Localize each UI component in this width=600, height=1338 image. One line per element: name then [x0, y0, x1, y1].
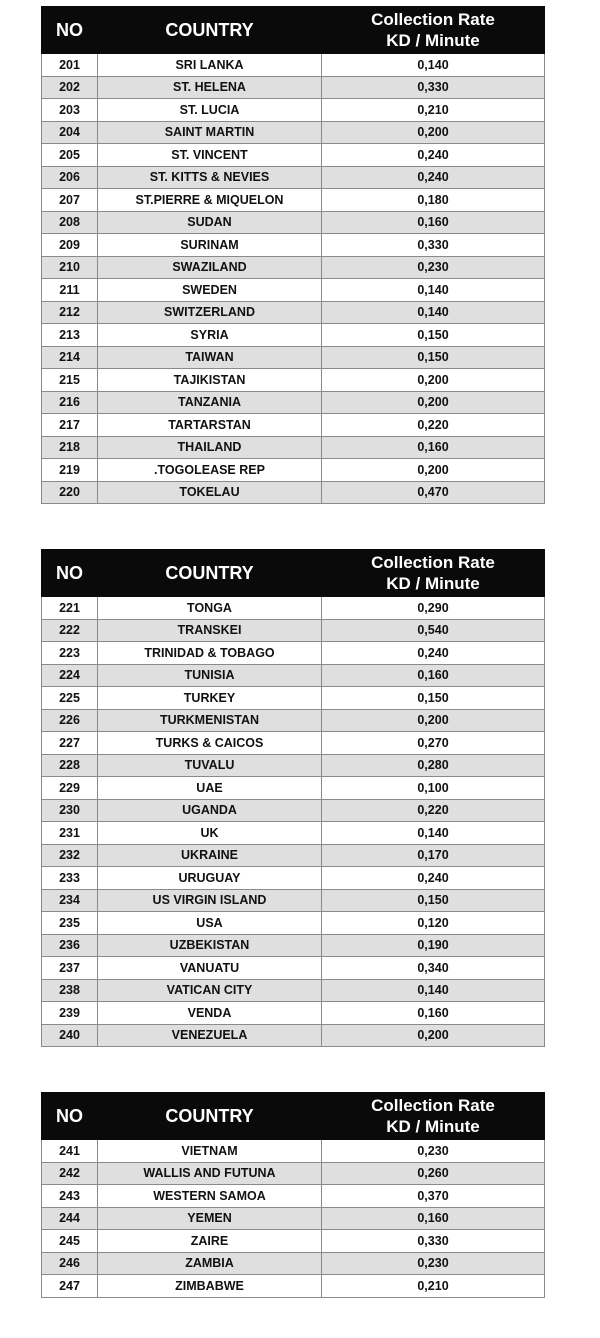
rate-cell: 0,270	[322, 732, 545, 755]
row-number-cell: 235	[42, 912, 98, 935]
row-number-cell: 240	[42, 1024, 98, 1047]
table-row	[42, 211, 545, 234]
country-cell: TANZANIA	[98, 391, 322, 414]
table-row	[42, 121, 545, 144]
table-row	[42, 822, 545, 845]
row-number-cell: 239	[42, 1002, 98, 1025]
country-cell: UKRAINE	[98, 844, 322, 867]
table-row	[42, 481, 545, 504]
rate-cell: 0,330	[322, 234, 545, 257]
country-cell: ST. HELENA	[98, 76, 322, 99]
table-row	[42, 934, 545, 957]
row-number-cell: 219	[42, 459, 98, 482]
table-row	[42, 346, 545, 369]
table-header-row	[42, 1093, 545, 1140]
country-cell: VATICAN CITY	[98, 979, 322, 1002]
table-row	[42, 166, 545, 189]
rate-cell: 0,140	[322, 54, 545, 77]
table-row	[42, 664, 545, 687]
row-number-cell: 229	[42, 777, 98, 800]
table-row	[42, 76, 545, 99]
no-header: NO	[42, 7, 98, 54]
country-cell: ST. LUCIA	[98, 99, 322, 122]
country-cell: ZAIRE	[98, 1230, 322, 1253]
row-number-cell: 212	[42, 301, 98, 324]
table-row	[42, 99, 545, 122]
country-cell: .TOGOLEASE REP	[98, 459, 322, 482]
row-number-cell: 230	[42, 799, 98, 822]
table-body	[42, 1140, 545, 1298]
country-cell: SWAZILAND	[98, 256, 322, 279]
table-body	[42, 597, 545, 1047]
row-number-cell: 246	[42, 1252, 98, 1275]
country-header: COUNTRY	[98, 550, 322, 597]
country-cell: SWEDEN	[98, 279, 322, 302]
row-number-cell: 242	[42, 1162, 98, 1185]
row-number-cell: 236	[42, 934, 98, 957]
rate-cell: 0,200	[322, 1024, 545, 1047]
country-cell: TUVALU	[98, 754, 322, 777]
table-row	[42, 912, 545, 935]
rate-cell: 0,160	[322, 1002, 545, 1025]
rate-header-line2: KD / Minute	[386, 1117, 480, 1136]
row-number-cell: 215	[42, 369, 98, 392]
table-row	[42, 1207, 545, 1230]
row-number-cell: 223	[42, 642, 98, 665]
table-row	[42, 619, 545, 642]
row-number-cell: 220	[42, 481, 98, 504]
rate-cell: 0,210	[322, 99, 545, 122]
country-cell: US VIRGIN ISLAND	[98, 889, 322, 912]
country-cell: WALLIS AND FUTUNA	[98, 1162, 322, 1185]
table-row	[42, 687, 545, 710]
rate-cell: 0,150	[322, 324, 545, 347]
rate-cell: 0,240	[322, 166, 545, 189]
country-cell: URUGUAY	[98, 867, 322, 890]
table-row	[42, 799, 545, 822]
table-row	[42, 867, 545, 890]
row-number-cell: 221	[42, 597, 98, 620]
table-row	[42, 957, 545, 980]
rate-header-line2: KD / Minute	[386, 31, 480, 50]
table-row	[42, 1275, 545, 1298]
rate-header-line1: Collection Rate	[371, 1096, 495, 1115]
country-cell: VIETNAM	[98, 1140, 322, 1163]
country-cell: THAILAND	[98, 436, 322, 459]
rate-cell: 0,370	[322, 1185, 545, 1208]
rate-cell: 0,220	[322, 414, 545, 437]
row-number-cell: 232	[42, 844, 98, 867]
row-number-cell: 224	[42, 664, 98, 687]
row-number-cell: 241	[42, 1140, 98, 1163]
rate-cell: 0,200	[322, 369, 545, 392]
country-header: COUNTRY	[98, 7, 322, 54]
table-row	[42, 369, 545, 392]
rate-header-line1: Collection Rate	[371, 10, 495, 29]
rate-cell: 0,100	[322, 777, 545, 800]
table-row	[42, 144, 545, 167]
row-number-cell: 247	[42, 1275, 98, 1298]
rate-cell: 0,470	[322, 481, 545, 504]
country-cell: TAJIKISTAN	[98, 369, 322, 392]
country-cell: VENDA	[98, 1002, 322, 1025]
row-number-cell: 237	[42, 957, 98, 980]
rate-cell: 0,230	[322, 256, 545, 279]
table-body	[42, 54, 545, 504]
rate-cell: 0,150	[322, 346, 545, 369]
table-row	[42, 54, 545, 77]
row-number-cell: 204	[42, 121, 98, 144]
rate-cell: 0,340	[322, 957, 545, 980]
row-number-cell: 201	[42, 54, 98, 77]
table-row	[42, 1252, 545, 1275]
rate-cell: 0,170	[322, 844, 545, 867]
row-number-cell: 210	[42, 256, 98, 279]
country-cell: ST. VINCENT	[98, 144, 322, 167]
rate-header-line2: KD / Minute	[386, 574, 480, 593]
row-number-cell: 244	[42, 1207, 98, 1230]
table-row	[42, 709, 545, 732]
row-number-cell: 205	[42, 144, 98, 167]
rate-cell: 0,210	[322, 1275, 545, 1298]
country-cell: YEMEN	[98, 1207, 322, 1230]
country-cell: UAE	[98, 777, 322, 800]
table-row	[42, 1024, 545, 1047]
rate-cell: 0,190	[322, 934, 545, 957]
country-cell: TRINIDAD & TOBAGO	[98, 642, 322, 665]
table-row	[42, 324, 545, 347]
country-cell: ST. KITTS & NEVIES	[98, 166, 322, 189]
rate-cell: 0,240	[322, 642, 545, 665]
country-cell: UGANDA	[98, 799, 322, 822]
rate-cell: 0,140	[322, 822, 545, 845]
rate-cell: 0,150	[322, 687, 545, 710]
country-cell: USA	[98, 912, 322, 935]
rate-cell: 0,330	[322, 1230, 545, 1253]
rate-cell: 0,230	[322, 1140, 545, 1163]
country-cell: WESTERN SAMOA	[98, 1185, 322, 1208]
table-row	[42, 732, 545, 755]
table-row	[42, 777, 545, 800]
rate-cell: 0,150	[322, 889, 545, 912]
row-number-cell: 227	[42, 732, 98, 755]
row-number-cell: 233	[42, 867, 98, 890]
rate-table-3	[41, 1092, 545, 1298]
row-number-cell: 208	[42, 211, 98, 234]
no-header: NO	[42, 550, 98, 597]
country-cell: SWITZERLAND	[98, 301, 322, 324]
table-row	[42, 754, 545, 777]
rate-cell: 0,240	[322, 144, 545, 167]
collection-rate-header	[322, 550, 545, 597]
table-row	[42, 1185, 545, 1208]
row-number-cell: 209	[42, 234, 98, 257]
country-cell: SRI LANKA	[98, 54, 322, 77]
rate-cell: 0,230	[322, 1252, 545, 1275]
collection-rate-header	[322, 1093, 545, 1140]
row-number-cell: 213	[42, 324, 98, 347]
table-row	[42, 642, 545, 665]
rate-cell: 0,260	[322, 1162, 545, 1185]
no-header: NO	[42, 1093, 98, 1140]
country-cell: SYRIA	[98, 324, 322, 347]
country-cell: TURKEY	[98, 687, 322, 710]
country-header: COUNTRY	[98, 1093, 322, 1140]
country-cell: TURKS & CAICOS	[98, 732, 322, 755]
country-cell: TOKELAU	[98, 481, 322, 504]
table-row	[42, 279, 545, 302]
row-number-cell: 228	[42, 754, 98, 777]
row-number-cell: 218	[42, 436, 98, 459]
rate-cell: 0,540	[322, 619, 545, 642]
table-row	[42, 459, 545, 482]
table-row	[42, 889, 545, 912]
row-number-cell: 238	[42, 979, 98, 1002]
country-cell: SAINT MARTIN	[98, 121, 322, 144]
row-number-cell: 206	[42, 166, 98, 189]
table-row	[42, 1140, 545, 1163]
table-row	[42, 1162, 545, 1185]
country-cell: SURINAM	[98, 234, 322, 257]
rate-cell: 0,160	[322, 211, 545, 234]
row-number-cell: 214	[42, 346, 98, 369]
country-cell: VANUATU	[98, 957, 322, 980]
country-cell: ZIMBABWE	[98, 1275, 322, 1298]
table-row	[42, 391, 545, 414]
country-cell: TARTARSTAN	[98, 414, 322, 437]
row-number-cell: 245	[42, 1230, 98, 1253]
rate-cell: 0,160	[322, 664, 545, 687]
table-row	[42, 979, 545, 1002]
rate-table-2	[41, 549, 545, 1047]
table-row	[42, 256, 545, 279]
country-cell: ST.PIERRE & MIQUELON	[98, 189, 322, 212]
country-cell: TUNISIA	[98, 664, 322, 687]
rate-cell: 0,140	[322, 301, 545, 324]
table-header-row	[42, 7, 545, 54]
table-row	[42, 1002, 545, 1025]
rate-cell: 0,140	[322, 279, 545, 302]
table-row	[42, 597, 545, 620]
row-number-cell: 217	[42, 414, 98, 437]
rate-cell: 0,120	[322, 912, 545, 935]
row-number-cell: 216	[42, 391, 98, 414]
country-cell: TRANSKEI	[98, 619, 322, 642]
rate-cell: 0,240	[322, 867, 545, 890]
rate-cell: 0,200	[322, 459, 545, 482]
table-row	[42, 301, 545, 324]
rate-cell: 0,330	[322, 76, 545, 99]
country-cell: SUDAN	[98, 211, 322, 234]
country-cell: UZBEKISTAN	[98, 934, 322, 957]
rate-table-1	[41, 6, 545, 504]
rate-header-line1: Collection Rate	[371, 553, 495, 572]
table-row	[42, 844, 545, 867]
rate-cell: 0,200	[322, 391, 545, 414]
rate-cell: 0,200	[322, 121, 545, 144]
table-header-row	[42, 550, 545, 597]
row-number-cell: 207	[42, 189, 98, 212]
row-number-cell: 203	[42, 99, 98, 122]
rate-cell: 0,160	[322, 1207, 545, 1230]
row-number-cell: 243	[42, 1185, 98, 1208]
rate-cell: 0,290	[322, 597, 545, 620]
country-cell: ZAMBIA	[98, 1252, 322, 1275]
row-number-cell: 211	[42, 279, 98, 302]
table-row	[42, 414, 545, 437]
table-row	[42, 234, 545, 257]
row-number-cell: 231	[42, 822, 98, 845]
table-row	[42, 436, 545, 459]
table-row	[42, 189, 545, 212]
country-cell: VENEZUELA	[98, 1024, 322, 1047]
row-number-cell: 226	[42, 709, 98, 732]
country-cell: TONGA	[98, 597, 322, 620]
row-number-cell: 222	[42, 619, 98, 642]
row-number-cell: 225	[42, 687, 98, 710]
rate-cell: 0,200	[322, 709, 545, 732]
table-row	[42, 1230, 545, 1253]
country-cell: TURKMENISTAN	[98, 709, 322, 732]
rate-cell: 0,160	[322, 436, 545, 459]
country-cell: UK	[98, 822, 322, 845]
rate-cell: 0,280	[322, 754, 545, 777]
country-cell: TAIWAN	[98, 346, 322, 369]
collection-rate-header	[322, 7, 545, 54]
rate-cell: 0,220	[322, 799, 545, 822]
row-number-cell: 234	[42, 889, 98, 912]
row-number-cell: 202	[42, 76, 98, 99]
rate-cell: 0,180	[322, 189, 545, 212]
rate-cell: 0,140	[322, 979, 545, 1002]
